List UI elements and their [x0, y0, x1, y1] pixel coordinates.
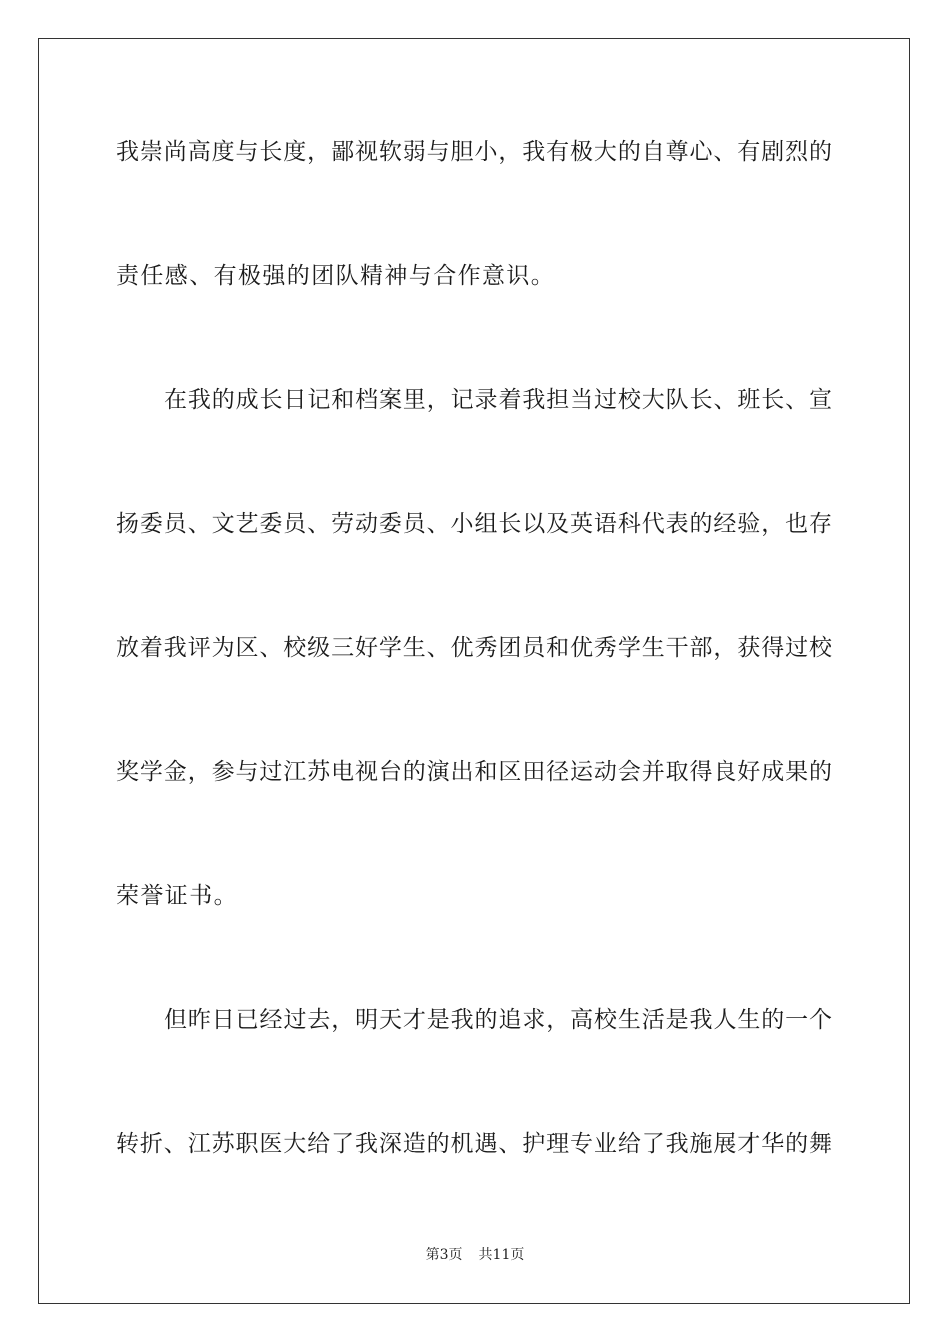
page-footer [0, 1246, 950, 1264]
paragraph-line: 在我的成长日记和档案里，记录着我担当过校大队长、班长、宣 [164, 387, 832, 413]
paragraph-line: 放着我评为区、校级三好学生、优秀团员和优秀学生干部，获得过校 [116, 635, 832, 661]
paragraph-line: 奖学金，参与过江苏电视台的演出和区田径运动会并取得良好成果的 [116, 759, 832, 785]
paragraph-line: 责任感、有极强的团队精神与合作意识。 [116, 263, 556, 289]
page-number: 第3页 [425, 1247, 463, 1263]
page-total: 共11页 [478, 1247, 525, 1263]
paragraph-line: 扬委员、文艺委员、劳动委员、小组长以及英语科代表的经验，也存 [116, 511, 832, 537]
paragraph-line: 但昨日已经过去，明天才是我的追求，高校生活是我人生的一个 [164, 1007, 832, 1033]
paragraph-line: 转折、江苏职医大给了我深造的机遇、护理专业给了我施展才华的舞 [116, 1131, 832, 1157]
page-border [38, 38, 910, 1304]
paragraph-line: 荣誉证书。 [116, 883, 238, 909]
paragraph-line: 我崇尚高度与长度，鄙视软弱与胆小，我有极大的自尊心、有剧烈的 [116, 139, 832, 165]
